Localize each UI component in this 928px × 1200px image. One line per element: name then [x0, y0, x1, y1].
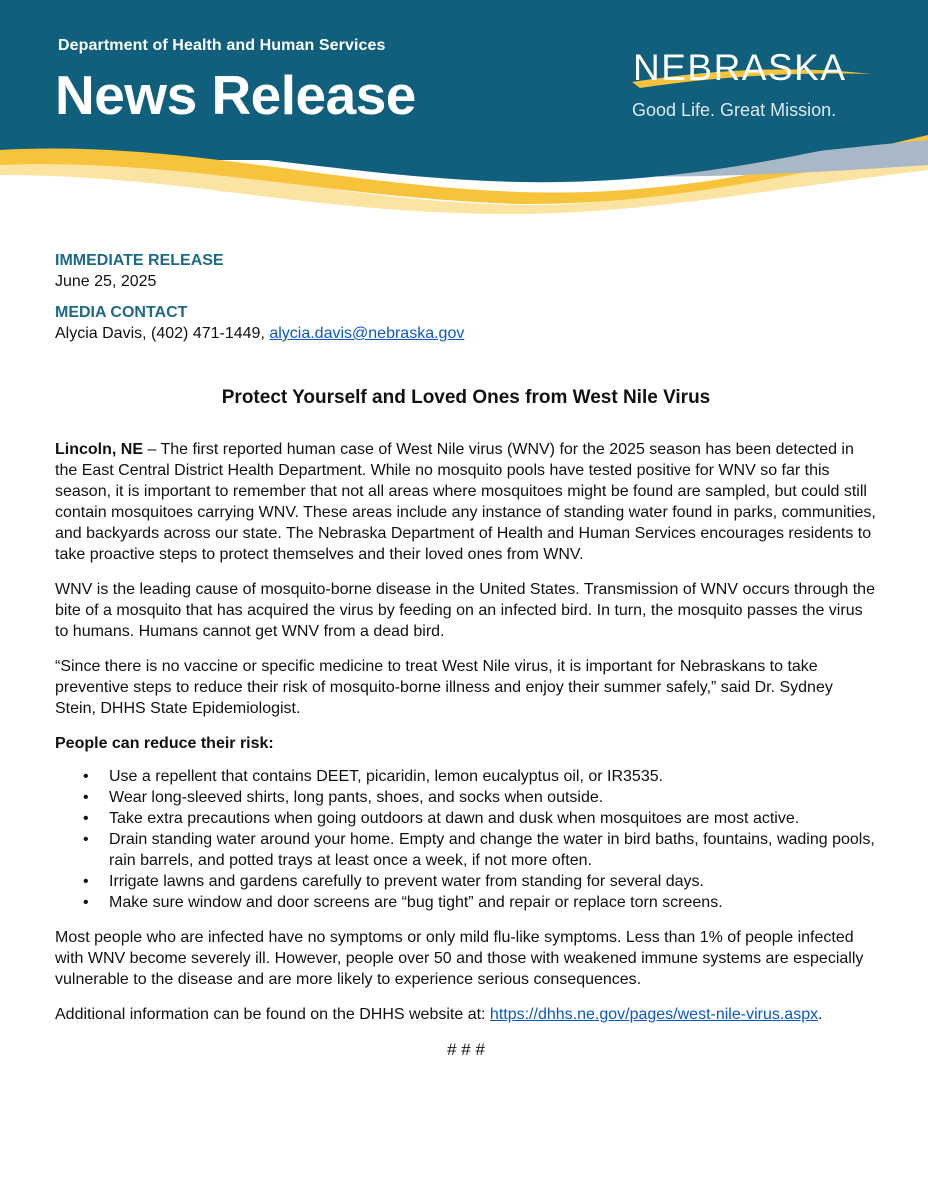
risk-heading: People can reduce their risk:	[55, 735, 274, 752]
page-title: News Release	[55, 64, 416, 126]
more-info-text: Additional information can be found on the DHHS website at:	[55, 1006, 490, 1023]
paragraph-quote: “Since there is no vaccine or specific medicine to treat West Nile virus, it is important for Nebraskans to take preventive steps to reduce their risk of mosquito-borne illness and enjoy their summer safely,” said Dr. Sydney Stein, DHHS State Epidemiologist.	[55, 658, 833, 717]
more-info-suffix: .	[818, 1006, 823, 1023]
list-item: • Use a repellent that contains DEET, picaridin, lemon eucalyptus oil, or IR3535.	[109, 766, 877, 787]
contact-email-link[interactable]: alycia.davis@nebraska.gov	[269, 325, 465, 342]
dhhs-website-link[interactable]: https://dhhs.ne.gov/pages/west-nile-virus.aspx	[489, 1006, 819, 1023]
release-content	[55, 250, 877, 1060]
end-mark: # # #	[447, 1040, 485, 1059]
media-contact-label: MEDIA CONTACT	[55, 304, 188, 321]
release-label: IMMEDIATE RELEASE	[55, 252, 224, 269]
header-banner	[0, 0, 928, 215]
list-item: • Irrigate lawns and gardens carefully to prevent water from standing for several days.	[109, 871, 877, 892]
release-info	[55, 250, 877, 292]
contact-text: Alycia Davis, (402) 471-1449,	[55, 325, 270, 342]
media-contact	[55, 302, 877, 344]
logo-tagline: Good Life. Great Mission.	[632, 100, 837, 120]
paragraph-more-info	[55, 1004, 877, 1025]
list-item: • Take extra precautions when going outdoors at dawn and dusk when mosquitoes are most active.	[109, 808, 877, 829]
media-contact-details	[55, 323, 877, 344]
list-item: • Wear long-sleeved shirts, long pants, shoes, and socks when outside.	[109, 787, 877, 808]
paragraph-symptoms: Most people who are infected have no symptoms or only mild flu-like symptoms. Less than 1% of people infected with WNV become severely ill. However, people over 50 and those with weakened immune systems are especially vulnerable to the disease and are more likely to experience serious consequences.	[55, 929, 864, 988]
list-item: • Drain standing water around your home. Empty and change the water in bird baths, fountains, wading pools, rain barrels, and potted trays at least once a week, if not more often.	[109, 829, 877, 871]
paragraph-intro	[55, 439, 877, 565]
list-item: • Make sure window and door screens are “bug tight” and repair or replace torn screens.	[109, 892, 877, 913]
paragraph-transmission: WNV is the leading cause of mosquito-borne disease in the United States. Transmission of WNV occurs through the bite of a mosquito that has acquired the virus by feeding on an infected bird. In turn, the mosquito passes the virus to humans. Humans cannot get WNV from a dead bird.	[55, 581, 875, 640]
department-name: Department of Health and Human Services	[58, 37, 386, 54]
nebraska-logo: NEBRASKA	[633, 47, 847, 88]
paragraph-intro-text: – The first reported human case of West Nile virus (WNV) for the 2025 season has been detected in the East Central District Health Department. While no mosquito pools have tested positive for WNV so far this season, it is important to remember that not all areas where mosquitoes might be found are sampled, but could still contain mosquitoes carrying WNV. These areas include any instance of standing water found in parks, communities, and backyards across our state. The Nebraska Department of Health and Human Services encourages residents to take proactive steps to protect themselves and their loved ones from WNV.	[55, 441, 876, 563]
headline: Protect Yourself and Loved Ones from West Nile Virus	[221, 387, 711, 408]
tips-list	[55, 766, 877, 913]
release-date: June 25, 2025	[55, 273, 157, 290]
dateline: Lincoln, NE	[55, 441, 143, 458]
